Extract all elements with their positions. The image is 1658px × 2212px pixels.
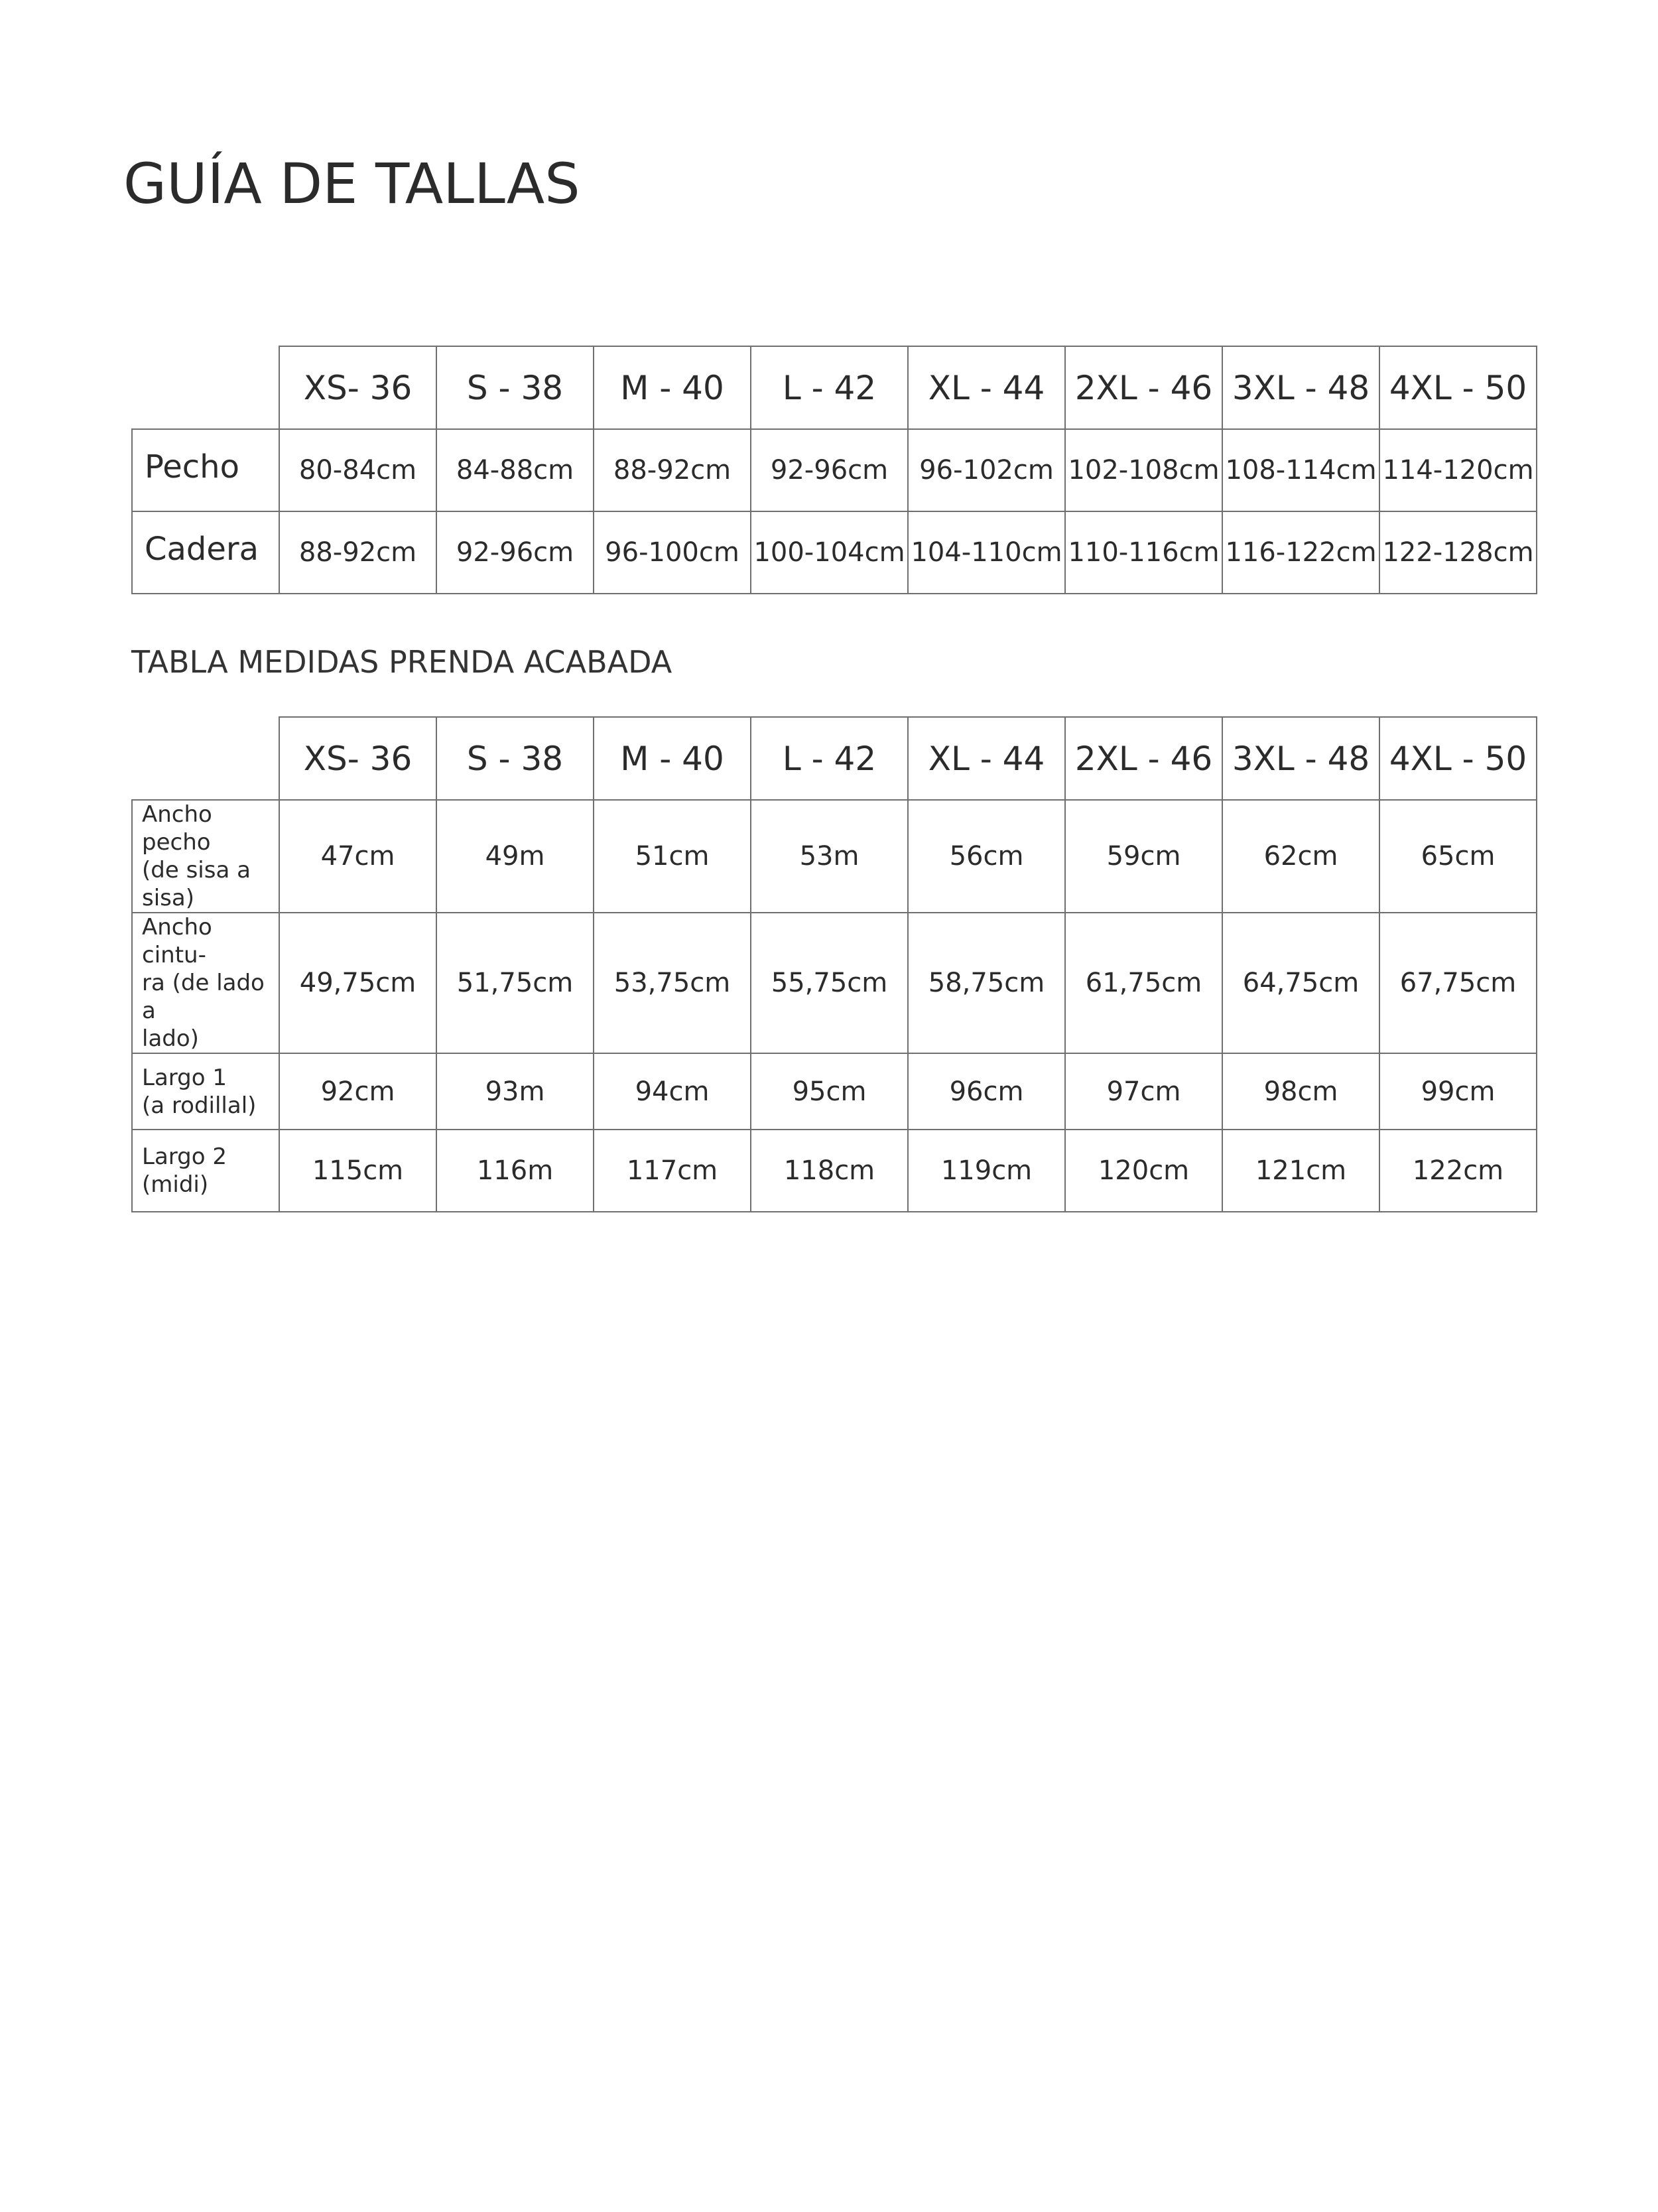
garment-measurements-table xyxy=(131,716,1537,1212)
table-row xyxy=(132,913,1537,1053)
size-header: 2XL - 46 xyxy=(1065,717,1222,800)
size-header: 2XL - 46 xyxy=(1065,346,1222,429)
size-header: M - 40 xyxy=(594,717,751,800)
size-header: S - 38 xyxy=(436,717,594,800)
table-row xyxy=(132,800,1537,913)
body-measurements-table xyxy=(131,346,1537,594)
size-header: 3XL - 48 xyxy=(1222,717,1379,800)
measure-cell: 92-96cm xyxy=(751,429,908,511)
size-header: 3XL - 48 xyxy=(1222,346,1379,429)
empty-corner-cell xyxy=(132,717,279,800)
measure-cell: 100-104cm xyxy=(751,511,908,594)
measure-cell: 92-96cm xyxy=(436,511,594,594)
measure-cell: 49m xyxy=(436,800,594,913)
size-header: XL - 44 xyxy=(908,346,1065,429)
measure-cell: 59cm xyxy=(1065,800,1222,913)
table-row xyxy=(132,511,1537,594)
measure-cell: 121cm xyxy=(1222,1130,1379,1212)
size-header: XL - 44 xyxy=(908,717,1065,800)
measure-cell: 115cm xyxy=(279,1130,436,1212)
measure-cell: 119cm xyxy=(908,1130,1065,1212)
measure-cell: 56cm xyxy=(908,800,1065,913)
size-header: M - 40 xyxy=(594,346,751,429)
empty-corner-cell xyxy=(132,346,279,429)
measure-cell: 49,75cm xyxy=(279,913,436,1053)
row-label-ancho-cintura: Ancho cintu- ra (de lado a lado) xyxy=(132,913,279,1053)
measure-cell: 114-120cm xyxy=(1379,429,1537,511)
measure-cell: 67,75cm xyxy=(1379,913,1537,1053)
measure-cell: 51,75cm xyxy=(436,913,594,1053)
section-title: TABLA MEDIDAS PRENDA ACABADA xyxy=(131,644,672,680)
measure-cell: 53m xyxy=(751,800,908,913)
measure-cell: 61,75cm xyxy=(1065,913,1222,1053)
measure-cell: 118cm xyxy=(751,1130,908,1212)
measure-cell: 92cm xyxy=(279,1053,436,1130)
measure-cell: 47cm xyxy=(279,800,436,913)
size-header: S - 38 xyxy=(436,346,594,429)
measure-cell: 55,75cm xyxy=(751,913,908,1053)
row-label-pecho: Pecho xyxy=(132,429,279,511)
size-header: L - 42 xyxy=(751,717,908,800)
table-row xyxy=(132,1130,1537,1212)
measure-cell: 93m xyxy=(436,1053,594,1130)
size-header-row xyxy=(132,717,1537,800)
row-label-cadera: Cadera xyxy=(132,511,279,594)
measure-cell: 116m xyxy=(436,1130,594,1212)
size-header: 4XL - 50 xyxy=(1379,346,1537,429)
measure-cell: 102-108cm xyxy=(1065,429,1222,511)
measure-cell: 110-116cm xyxy=(1065,511,1222,594)
page-title: GUÍA DE TALLAS xyxy=(123,151,580,216)
measure-cell: 84-88cm xyxy=(436,429,594,511)
measure-cell: 58,75cm xyxy=(908,913,1065,1053)
measure-cell: 95cm xyxy=(751,1053,908,1130)
measure-cell: 62cm xyxy=(1222,800,1379,913)
measure-cell: 53,75cm xyxy=(594,913,751,1053)
measure-cell: 97cm xyxy=(1065,1053,1222,1130)
size-header-row xyxy=(132,346,1537,429)
measure-cell: 117cm xyxy=(594,1130,751,1212)
table-row xyxy=(132,1053,1537,1130)
size-header: L - 42 xyxy=(751,346,908,429)
row-label-ancho-pecho: Ancho pecho (de sisa a sisa) xyxy=(132,800,279,913)
measure-cell: 122cm xyxy=(1379,1130,1537,1212)
measure-cell: 122-128cm xyxy=(1379,511,1537,594)
size-header: 4XL - 50 xyxy=(1379,717,1537,800)
measure-cell: 80-84cm xyxy=(279,429,436,511)
measure-cell: 120cm xyxy=(1065,1130,1222,1212)
row-label-largo-2: Largo 2 (midi) xyxy=(132,1130,279,1212)
measure-cell: 116-122cm xyxy=(1222,511,1379,594)
measure-cell: 94cm xyxy=(594,1053,751,1130)
measure-cell: 104-110cm xyxy=(908,511,1065,594)
size-header: XS- 36 xyxy=(279,717,436,800)
measure-cell: 65cm xyxy=(1379,800,1537,913)
measure-cell: 88-92cm xyxy=(594,429,751,511)
size-header: XS- 36 xyxy=(279,346,436,429)
measure-cell: 96cm xyxy=(908,1053,1065,1130)
measure-cell: 98cm xyxy=(1222,1053,1379,1130)
measure-cell: 88-92cm xyxy=(279,511,436,594)
measure-cell: 96-100cm xyxy=(594,511,751,594)
measure-cell: 51cm xyxy=(594,800,751,913)
table-row xyxy=(132,429,1537,511)
measure-cell: 108-114cm xyxy=(1222,429,1379,511)
row-label-largo-1: Largo 1 (a rodillal) xyxy=(132,1053,279,1130)
measure-cell: 64,75cm xyxy=(1222,913,1379,1053)
measure-cell: 99cm xyxy=(1379,1053,1537,1130)
measure-cell: 96-102cm xyxy=(908,429,1065,511)
